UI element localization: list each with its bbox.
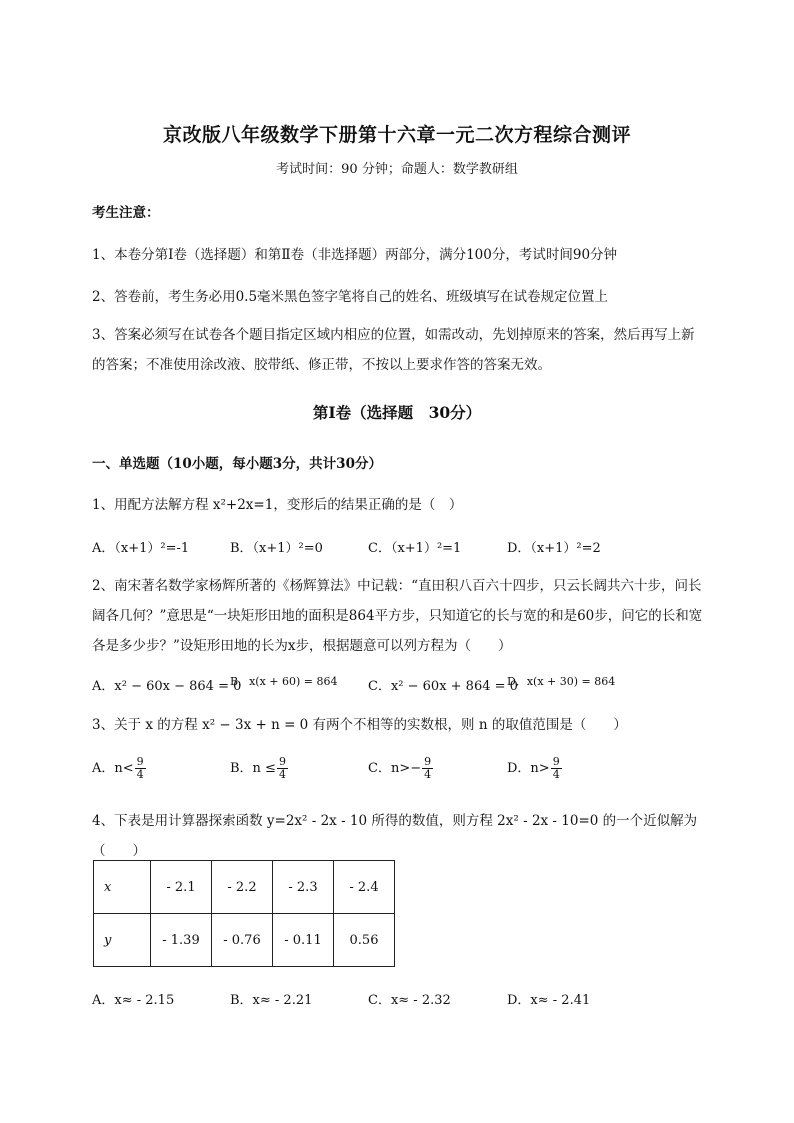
part-heading: 一、单选题（10小题，每小题3分，共计30分） (92, 456, 382, 472)
option-d[interactable] (507, 756, 562, 781)
question-stem: 1、用配方法解方程 x²+2x=1，变形后的结果正确的是（ ） (92, 497, 463, 513)
option-c[interactable]: C．（x+1）²=1 (368, 541, 462, 556)
table-row (94, 861, 395, 914)
table-row (94, 914, 395, 967)
option-c[interactable]: C．x≈ - 2.32 (368, 993, 451, 1008)
option-d[interactable]: D．x≈ - 2.41 (507, 993, 591, 1008)
option-c[interactable] (368, 756, 433, 781)
value-table (93, 860, 395, 967)
fraction: $\frac{9}{4}$ (278, 755, 286, 781)
table-cell: - 2.3 (273, 861, 334, 914)
question-stem: 3、关于 x 的方程 x² − 3x + n = 0 有两个不相等的实数根，则 n 的取值范围是（ ） (92, 717, 627, 733)
notice-item: 2、答卷前，考生务必用0.5毫米黑色签字笔将自己的姓名、班级填写在试卷规定位置上 (92, 289, 609, 305)
option-a[interactable] (92, 756, 146, 781)
section-title: 第Ⅰ卷（选择题 30分） (312, 403, 482, 422)
notice-heading: 考生注意： (92, 205, 160, 221)
option-prefix: D．n> (507, 761, 550, 776)
option-b[interactable] (230, 756, 288, 781)
table-cell: - 1.39 (151, 914, 212, 967)
option-d[interactable]: D．（x+1）²=2 (507, 541, 601, 556)
option-a[interactable]: A．x≈ - 2.15 (92, 993, 175, 1008)
page-title: 京改版八年级数学下册第十六章一元二次方程综合测评 (162, 124, 631, 146)
table-cell: - 2.1 (151, 861, 212, 914)
table-cell: - 0.76 (212, 914, 273, 967)
exam-info: 考试时间：90 分钟；命题人：数学教研组 (276, 162, 518, 177)
row-label: x (94, 861, 151, 914)
row-label: y (94, 914, 151, 967)
option-c[interactable]: C．x² − 60x + 864 = 0 (368, 679, 518, 694)
option-b[interactable]: B．x(x + 60) = 864 (230, 675, 338, 688)
table-cell: - 2.2 (212, 861, 273, 914)
question-stem: 4、下表是用计算器探索函数 y=2x² - 2x - 10 所得的数值，则方程 2x² - 2x - 10=0 的一个近似解为（ ） (92, 813, 698, 859)
option-a[interactable]: A．x² − 60x − 864 = 0 (92, 679, 242, 694)
table-cell: 0.56 (334, 914, 395, 967)
option-b[interactable]: B．（x+1）²=0 (230, 541, 323, 556)
table-cell: - 2.4 (334, 861, 395, 914)
notice-item: 3、答案必须写在试卷各个题目指定区域内相应的位置，如需改动，先划掉原来的答案，然后再写上新的答案；不准使用涂改液、胶带纸、修正带，不按以上要求作答的答案无效。 (92, 327, 695, 373)
option-d[interactable]: D．x(x + 30) = 864 (507, 675, 616, 688)
option-prefix: B．n ≤ (230, 761, 276, 776)
option-b[interactable]: B．x≈ - 2.21 (230, 993, 313, 1008)
option-a[interactable]: A．（x+1）²=-1 (92, 541, 190, 556)
fraction: $\frac{9}{4}$ (424, 755, 432, 781)
fraction: $\frac{9}{4}$ (552, 755, 560, 781)
table-cell: - 0.11 (273, 914, 334, 967)
option-prefix: A．n< (92, 761, 134, 776)
fraction: $\frac{9}{4}$ (136, 755, 144, 781)
question-stem: 2、南宋著名数学家杨辉所著的《杨辉算法》中记载：“直田积八百六十四步，只云长阔共六十步，问长阔各几何？”意思是“一块矩形田地的面积是864平方步，只知道它的长与宽的和是60步，问它的长和宽各是多少步？”设矩形田地的长为x步，根据题意可以列方程为（ ） (92, 578, 703, 654)
option-prefix: C．n>− (368, 761, 422, 776)
notice-item: 1、本卷分第Ⅰ卷（选择题）和第Ⅱ卷（非选择题）两部分，满分100分，考试时间90分钟 (92, 247, 618, 263)
